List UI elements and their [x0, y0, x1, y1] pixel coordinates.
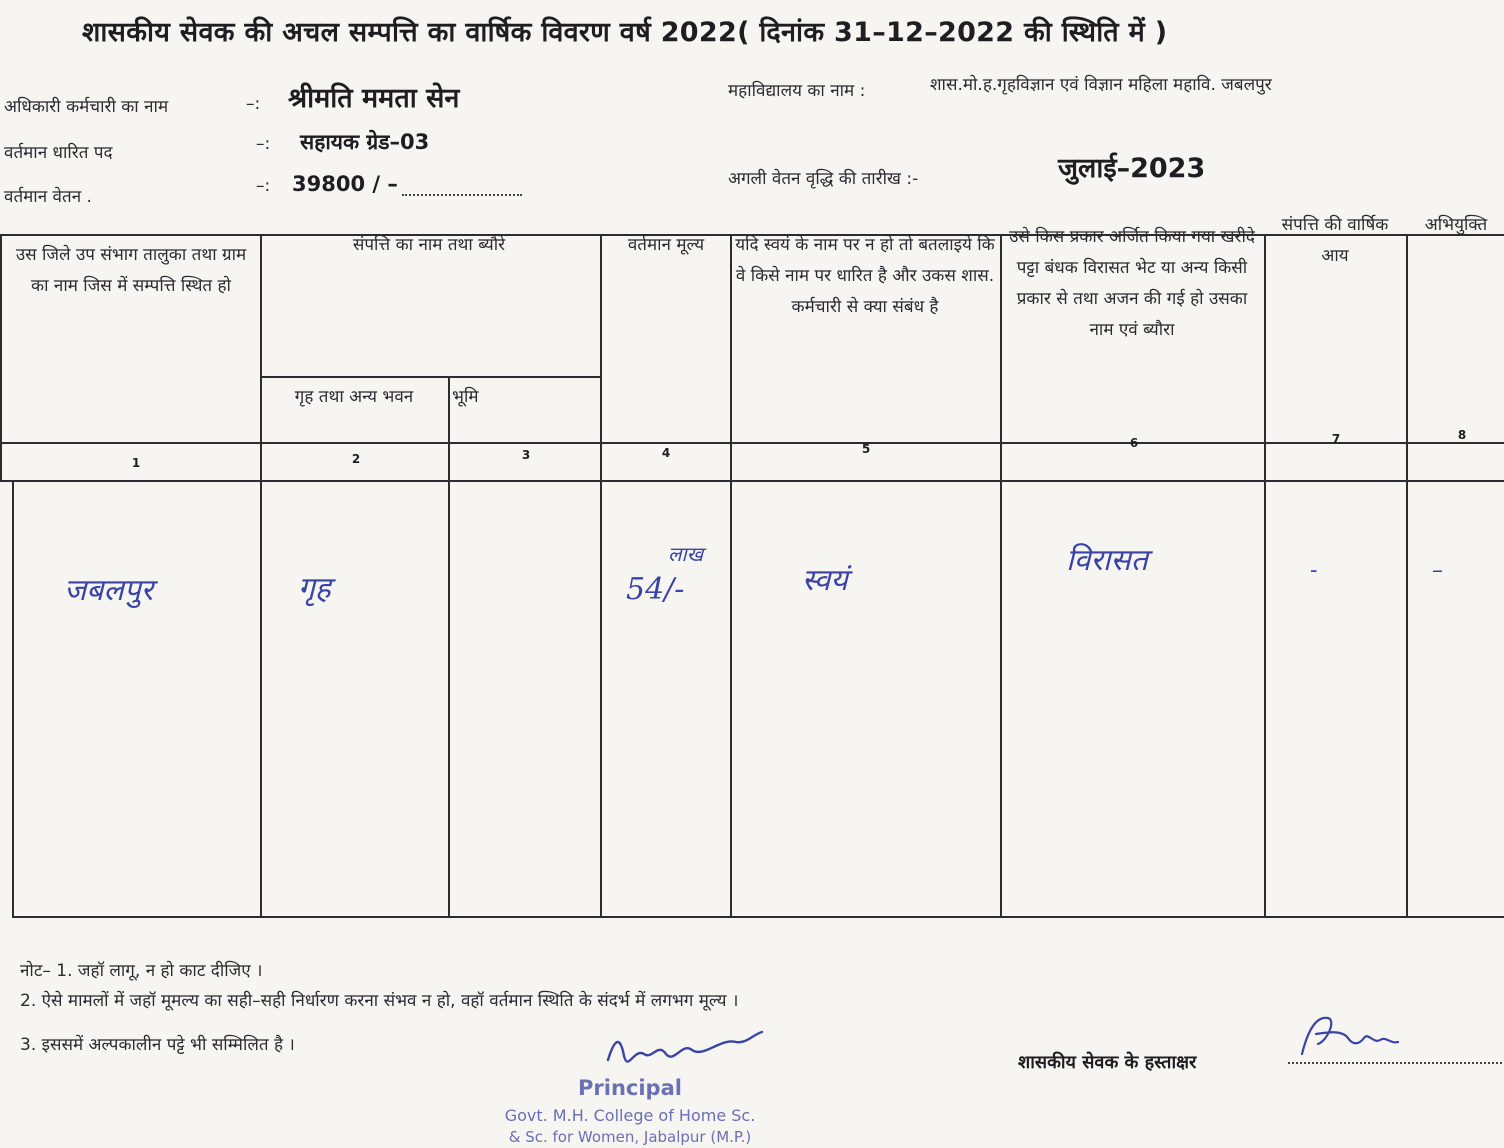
col-number: 1: [131, 456, 141, 470]
signature-label: शासकीय सेवक के हस्ताक्षर: [1018, 1052, 1197, 1073]
header-income: संपत्ति की वार्षिक आय: [1281, 215, 1389, 266]
stamp-title: Principal: [578, 1076, 682, 1100]
header-value: वर्तमान मूल्य: [627, 235, 705, 255]
header-property: संपत्ति का नाम तथा ब्यौरे: [352, 235, 506, 255]
salary-dotted-line: [402, 194, 522, 196]
cell-value: 54/-: [626, 572, 685, 607]
salary-value: [292, 172, 522, 196]
cell-income: -: [1310, 558, 1318, 583]
college-label: महाविद्यालय का नाम :: [728, 81, 866, 101]
cell-value-unit: लाख: [668, 542, 704, 566]
col-number: 5: [861, 442, 871, 456]
col-number: 2: [351, 452, 361, 466]
header-location: उस जिले उप संभाग तालुका तथा ग्राम का नाम जिस में सम्पत्ति स्थित हो: [15, 245, 247, 296]
stamp-line-3: & Sc. for Women, Jabalpur (M.P.): [508, 1128, 752, 1146]
increment-label: अगली वेतन वृद्धि की तारीख :-: [728, 169, 919, 189]
col-number: 8: [1457, 428, 1467, 442]
note-3: 3. इससमें अल्पकालीन पट्टे भी सम्मिलित है ।: [20, 1035, 295, 1055]
header-owner: यदि स्वयं के नाम पर न हो तो बतलाइये कि वे किसे नाम पर धारित है और उकस शास. कर्मचारी से क्या संबंध है: [735, 235, 995, 317]
header-remarks: अभियुक्ति: [1424, 215, 1488, 235]
post-value: सहायक ग्रेड–03: [300, 130, 430, 154]
salary-separator: –:: [256, 176, 271, 196]
employee-signature: [1288, 1010, 1418, 1062]
employee-name: श्रीमति ममता सेन: [288, 83, 460, 114]
stamp-line-2: Govt. M.H. College of Home Sc.: [504, 1106, 756, 1125]
college-name: शास.मो.ह.गृहविज्ञान एवं विज्ञान महिला महावि. जबलपुर: [930, 75, 1272, 95]
col-number: 6: [1129, 436, 1139, 450]
col-number: 4: [661, 446, 671, 460]
increment-date: जुलाई–2023: [1058, 153, 1206, 184]
signature-line: [1288, 1062, 1502, 1064]
header-acquired: उसे किस प्रकार अर्जित किया गया खरीदे पट्टा बंधक विरासत भेट या अन्य किसी प्रकार से तथा अजन की गई हो उसका नाम एवं ब्यौरा: [1009, 227, 1255, 340]
cell-owner: स्वयं: [802, 563, 848, 598]
name-label: अधिकारी कर्मचारी का नाम: [4, 97, 169, 117]
salary-amount: 39800 / –: [292, 172, 398, 196]
cell-acquired: विरासत: [1066, 543, 1148, 578]
header-house: गृह तथा अन्य भवन: [294, 387, 414, 407]
document-title: शासकीय सेवक की अचल सम्पत्ति का वार्षिक विवरण वर्ष 2022( दिनांक 31–12–2022 की स्थिति में ): [82, 17, 1168, 48]
col-number: 7: [1331, 432, 1341, 446]
property-table: [0, 210, 1504, 922]
col-number: 3: [521, 448, 531, 462]
post-separator: –:: [256, 134, 271, 154]
cell-remarks: –: [1432, 558, 1443, 583]
note-1: नोट– 1. जहॉ लागू, न हो काट दीजिए ।: [20, 961, 263, 981]
name-separator: –:: [246, 94, 261, 114]
header-land: भूमि: [452, 387, 479, 407]
salary-label: वर्तमान वेतन .: [4, 187, 92, 207]
cell-location: जबलपुर: [64, 573, 154, 608]
principal-signature: [600, 1020, 770, 1076]
cell-house: गृह: [298, 571, 331, 606]
note-2: 2. ऐसे मामलों में जहॉ मूमल्य का सही–सही निर्धारण करना संभव न हो, वहॉ वर्तमान स्थिति के संदर्भ में लगभग मूल्य ।: [20, 991, 739, 1011]
post-label: वर्तमान धारित पद: [4, 143, 113, 163]
